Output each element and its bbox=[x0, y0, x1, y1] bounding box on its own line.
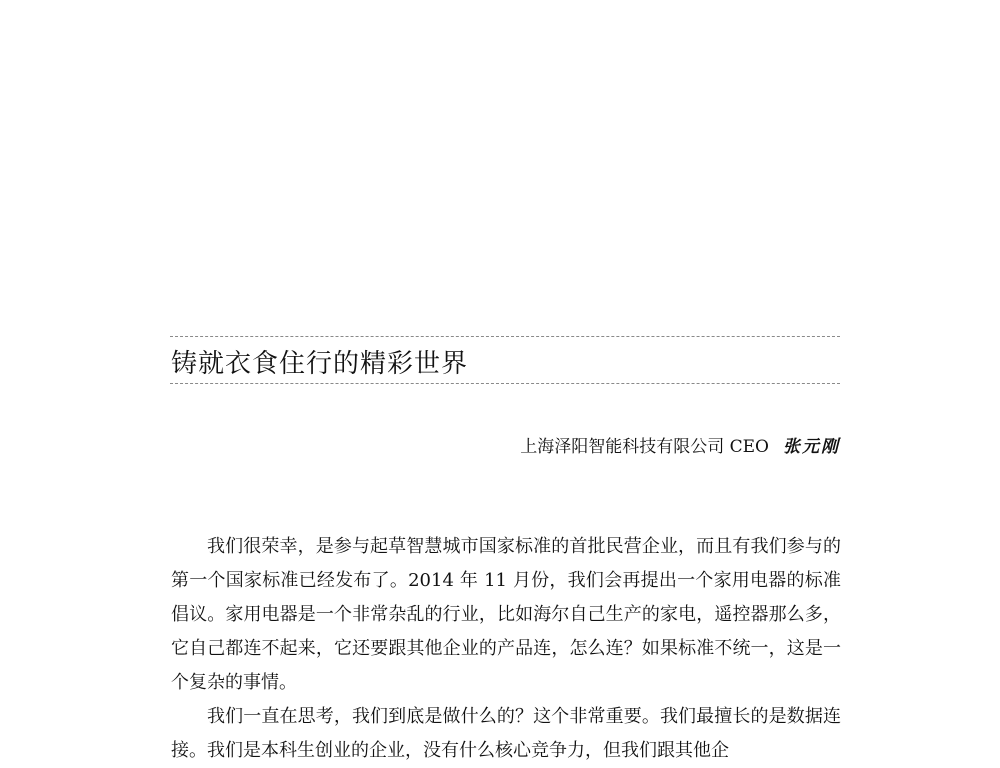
article-title: 铸就衣食住行的精彩世界 bbox=[171, 349, 469, 379]
byline bbox=[520, 432, 840, 457]
article-body bbox=[171, 530, 841, 768]
paragraph: 我们一直在思考，我们到底是做什么的？这个非常重要。我们最擅长的是数据连接。我们是本科生创业的企业，没有什么核心竞争力，但我们跟其他企 bbox=[171, 706, 841, 761]
byline-organization: 上海泽阳智能科技有限公司 CEO bbox=[520, 437, 769, 457]
title-bottom-rule bbox=[170, 383, 840, 384]
paragraph: 我们很荣幸，是参与起草智慧城市国家标准的首批民营企业，而且有我们参与的第一个国家标准已经发布了。2014 年 11 月份，我们会再提出一个家用电器的标准倡议。家用电器是一个非常杂乱的行业，比如海尔自己生产的家电，遥控器那么多，它自己都连不起来，它还要跟其他企业的产品连，怎么连？如果标准不统一，这是一个复杂的事情。 bbox=[171, 536, 841, 693]
title-top-rule bbox=[170, 336, 840, 337]
byline-author: 张元刚 bbox=[783, 437, 840, 457]
